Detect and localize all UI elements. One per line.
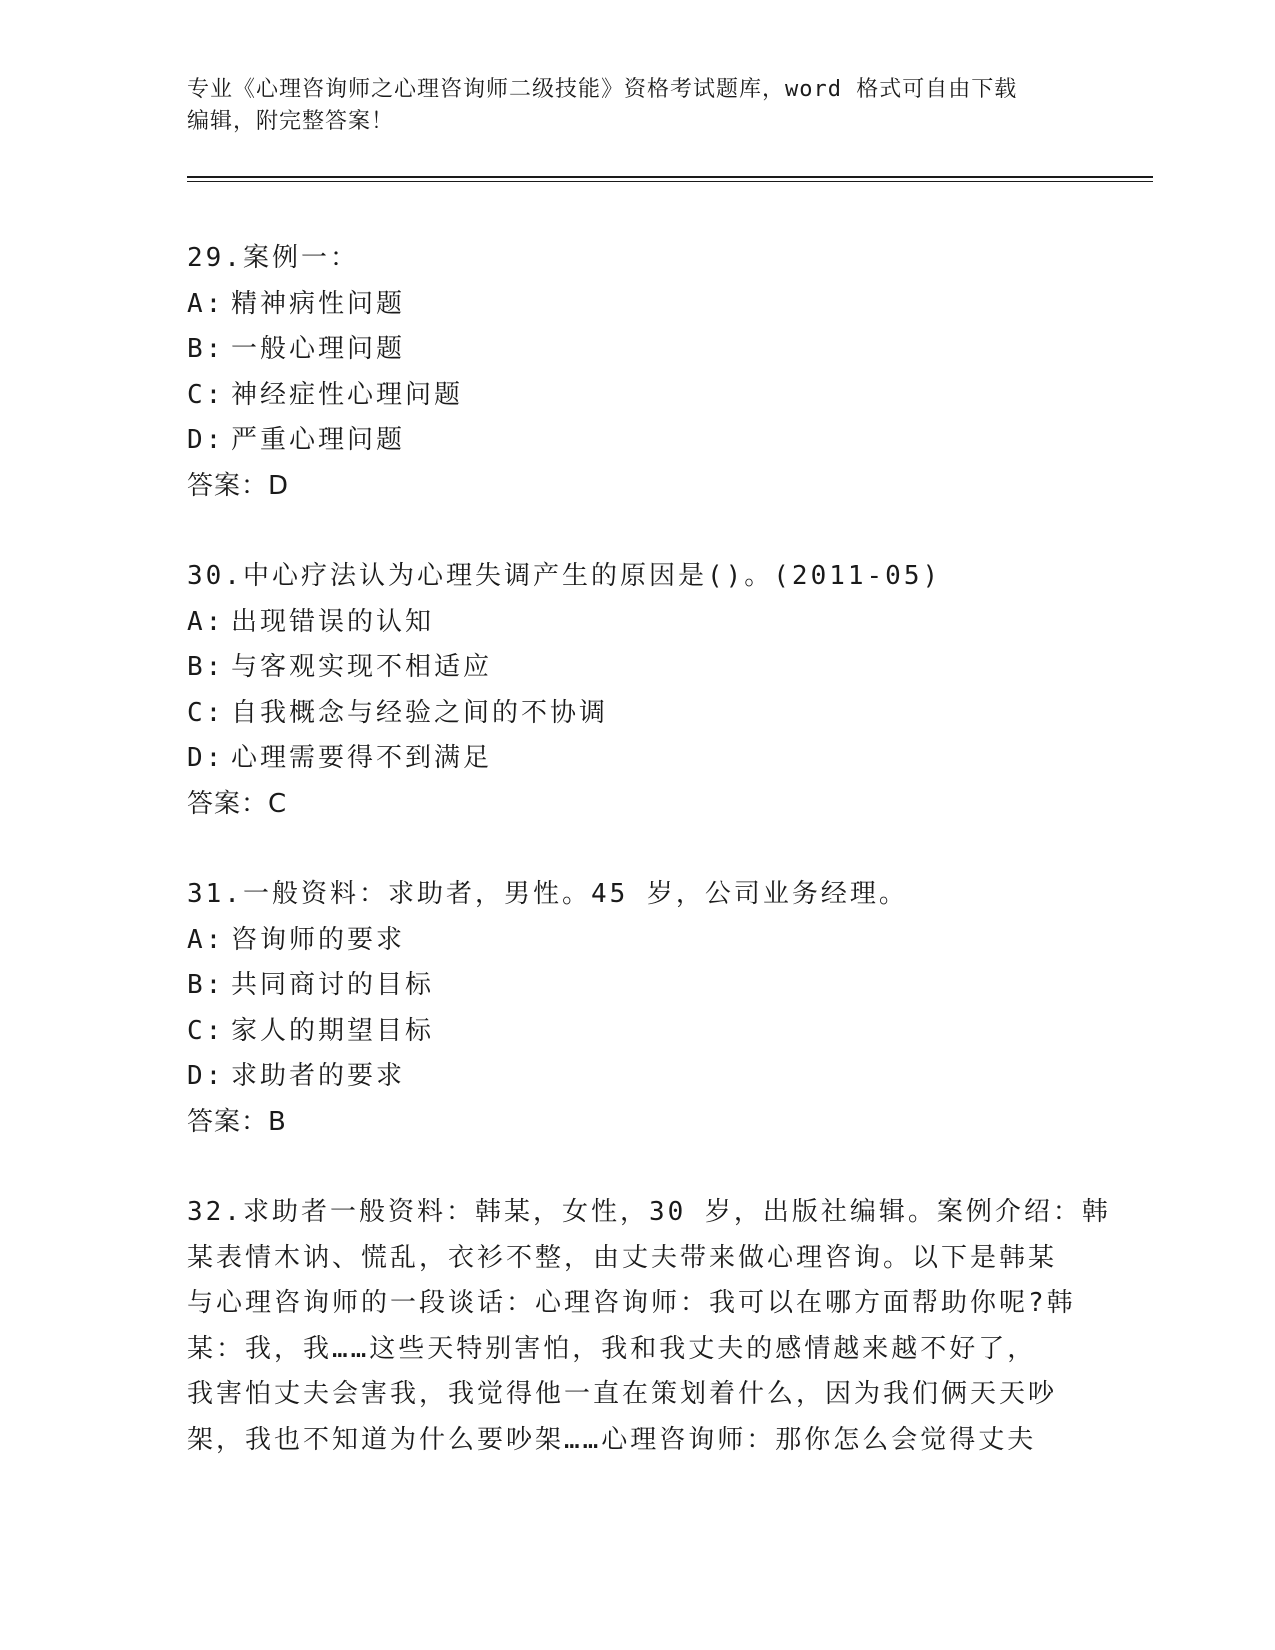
option-key: B: <box>187 970 225 1000</box>
option-b <box>187 645 1087 691</box>
option-key: A: <box>187 288 225 319</box>
question-text-line: 与心理咨询师的一段谈话：心理咨询师：我可以在哪方面帮助你呢?韩 <box>187 1288 1076 1318</box>
question-list <box>187 236 1111 1508</box>
question-text-line: 32.求助者一般资料：韩某，女性，30 岁，出版社编辑。案例介绍：韩 <box>187 1197 1111 1227</box>
option-text: 家人的期望目标 <box>231 1015 435 1046</box>
option-key: D: <box>187 425 225 455</box>
question-stem: 30.中心疗法认为心理失调产生的原因是()。(2011-05) <box>187 561 942 591</box>
question-32 <box>187 1190 1111 1463</box>
option-a <box>187 918 1087 964</box>
option-key: B: <box>187 652 225 682</box>
header-line-2: 编辑，附完整答案！ <box>187 109 395 134</box>
header-divider-thick <box>187 176 1153 178</box>
question-30 <box>187 554 1087 827</box>
option-text: 精神病性问题 <box>231 288 406 319</box>
question-stem: 29.案例一： <box>187 243 359 273</box>
option-a <box>187 600 1087 646</box>
answer-line: 答案：D <box>187 470 290 501</box>
answer-line: 答案：C <box>187 788 288 819</box>
header-divider-thin <box>187 181 1153 182</box>
answer-line: 答案：B <box>187 1106 287 1137</box>
question-text-line: 我害怕丈夫会害我，我觉得他一直在策划着什么，因为我们俩天天吵 <box>187 1379 1058 1409</box>
option-d <box>187 1054 1087 1100</box>
header-line-1: 专业《心理咨询师之心理咨询师二级技能》资格考试题库，word 格式可自由下载 <box>187 77 1018 102</box>
option-a <box>187 282 1087 328</box>
option-text: 求助者的要求 <box>231 1061 406 1091</box>
option-key: C: <box>187 697 225 728</box>
option-text: 与客观实现不相适应 <box>231 652 493 682</box>
option-text: 共同商讨的目标 <box>231 970 435 1000</box>
option-key: B: <box>187 334 225 364</box>
option-key: D: <box>187 1061 225 1091</box>
option-key: C: <box>187 379 225 410</box>
document-header <box>187 74 1067 138</box>
option-text: 严重心理问题 <box>231 425 406 455</box>
question-29 <box>187 236 1087 509</box>
question-text-line: 某表情木讷、慌乱，衣衫不整，由丈夫带来做心理咨询。以下是韩某 <box>187 1242 1058 1273</box>
option-key: C: <box>187 1015 225 1046</box>
option-d <box>187 736 1087 782</box>
option-text: 一般心理问题 <box>231 334 406 364</box>
option-text: 自我概念与经验之间的不协调 <box>231 697 609 728</box>
option-text: 神经症性心理问题 <box>231 379 464 410</box>
option-text: 咨询师的要求 <box>231 924 406 955</box>
option-c <box>187 1009 1087 1055</box>
question-31 <box>187 872 1087 1145</box>
option-key: A: <box>187 924 225 955</box>
question-stem: 31.一般资料：求助者，男性。45 岁，公司业务经理。 <box>187 879 908 909</box>
option-c <box>187 373 1087 419</box>
option-key: A: <box>187 606 225 637</box>
question-text-line: 架，我也不知道为什么要吵架……心理咨询师：那你怎么会觉得丈夫 <box>187 1424 1037 1455</box>
option-b <box>187 327 1087 373</box>
option-c <box>187 691 1087 737</box>
option-text: 心理需要得不到满足 <box>231 743 493 773</box>
question-text-line: 某：我，我……这些天特别害怕，我和我丈夫的感情越来越不好了， <box>187 1333 1037 1364</box>
option-text: 出现错误的认知 <box>231 606 435 637</box>
option-b <box>187 963 1087 1009</box>
option-d <box>187 418 1087 464</box>
option-key: D: <box>187 743 225 773</box>
